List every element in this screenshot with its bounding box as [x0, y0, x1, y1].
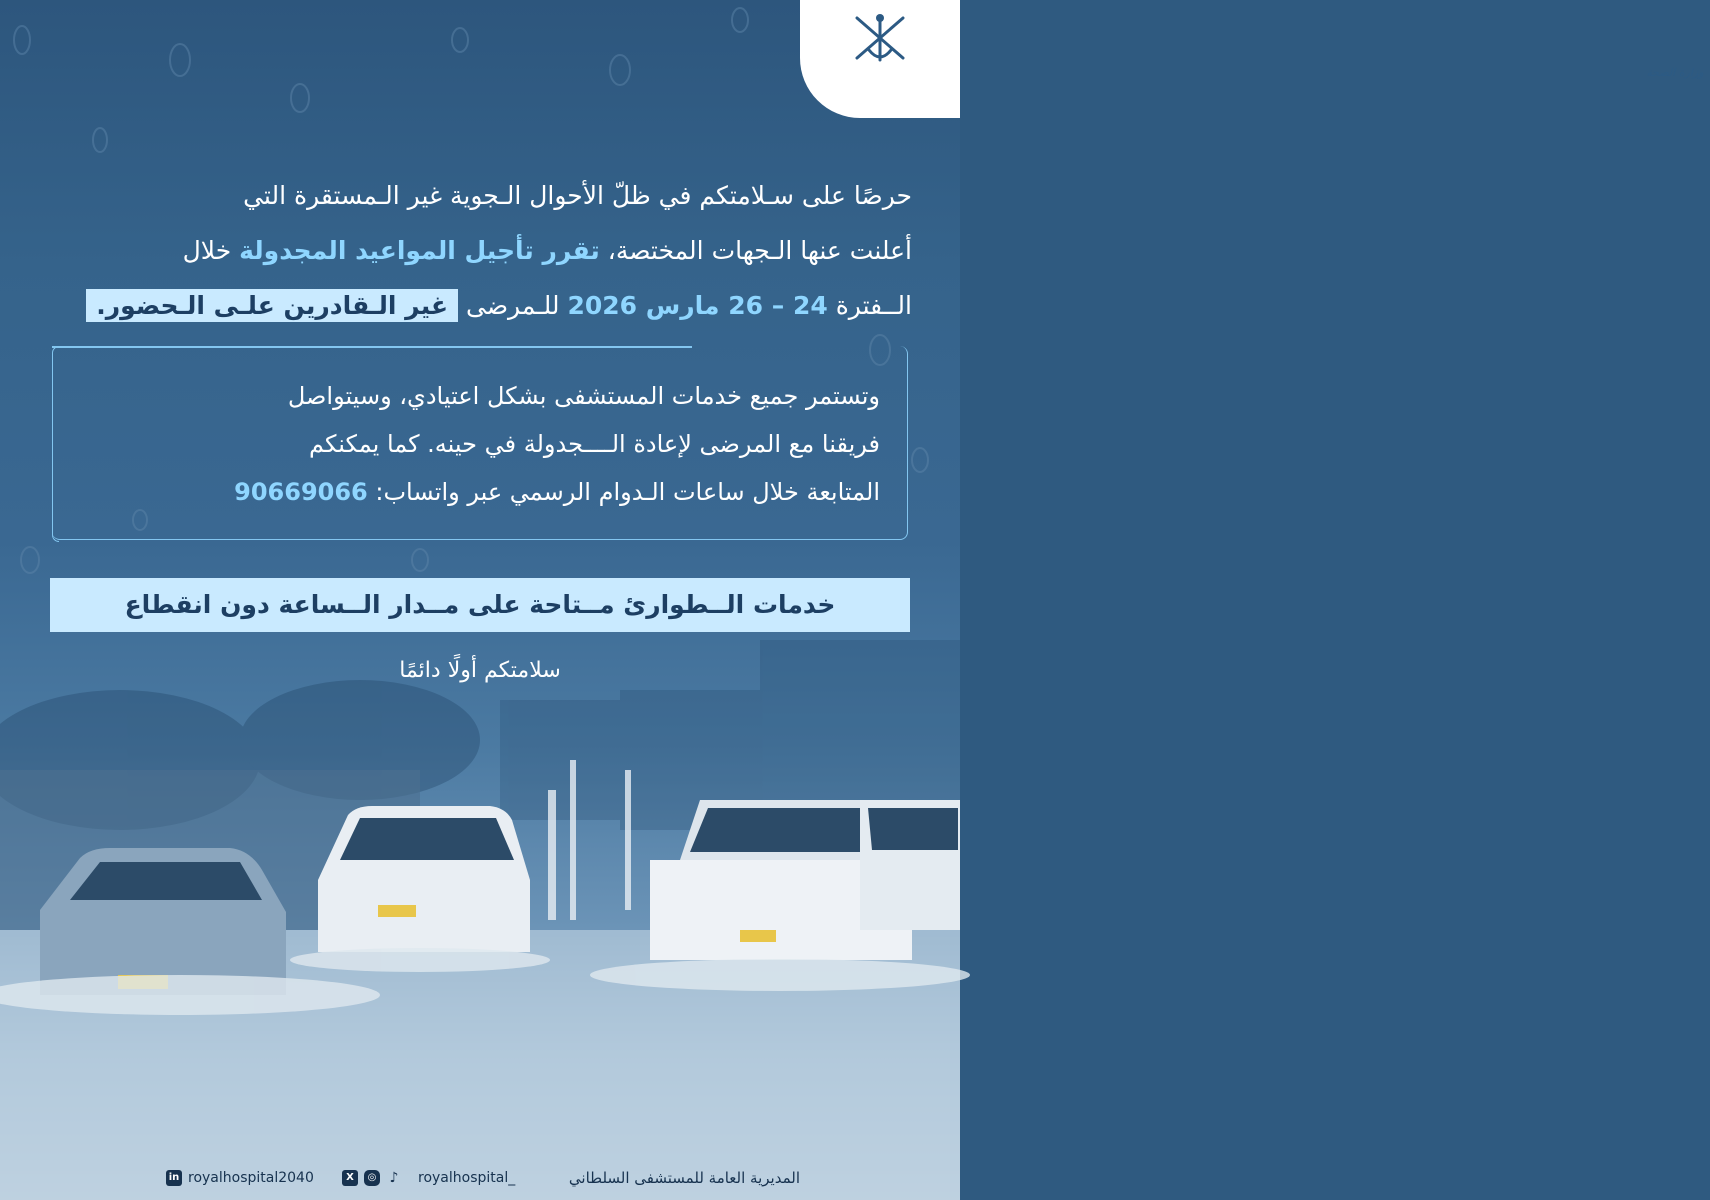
- notice-paragraph: [80, 372, 880, 516]
- notice-line-3: [80, 468, 880, 516]
- intro-line-2-start: أعلنت عنها الـجهات المختصة،: [599, 236, 912, 265]
- unable-to-attend-highlight: غير الـقادرين علـى الـحضور.: [86, 289, 458, 322]
- intro-line-1: حرصًا على سـلامتكم في ظلّ الأحوال الـجوية غير الـمستقرة التي: [243, 181, 912, 210]
- x-icon[interactable]: X: [342, 1170, 358, 1186]
- linkedin-icon[interactable]: in: [166, 1170, 182, 1186]
- intro-line-2: [32, 223, 912, 278]
- intro-line-2-end: خلال: [182, 236, 240, 265]
- footer-organization: المديرية العامة للمستشفى السلطاني: [568, 1169, 800, 1187]
- notice-line-3-text: المتابعة خلال ساعات الـدوام الرسمي عبر واتساب:: [367, 478, 880, 506]
- slogan: سلامتكم أولًا دائمًا: [399, 658, 561, 683]
- logo-badge: [800, 0, 1704, 118]
- notice-line-2: فريقنا مع المرضى لإعادة الــــجدولة في حينه. كما يمكنكم: [309, 430, 880, 458]
- emergency-banner: خدمات الــطوارئ مــتاحة على مــدار الــساعة دون انقطاع: [50, 578, 910, 632]
- footer: [0, 1160, 960, 1200]
- intro-line-3: [32, 278, 912, 333]
- linkedin-handle[interactable]: royalhospital2040: [188, 1170, 314, 1186]
- logo-wordmark: وزارة الصحة: [1646, 66, 1704, 79]
- instagram-icon[interactable]: ◎: [364, 1170, 380, 1186]
- postponement-highlight: تقرر تأجيل المواعيد المجدولة: [239, 236, 600, 265]
- date-range: 24 – 26 مارس 2026: [567, 291, 828, 320]
- oman-emblem-icon: [845, 10, 915, 66]
- social-handle[interactable]: royalhospital_: [418, 1170, 516, 1186]
- notice-line-1: وتستمر جميع خدمات المستشفى بشكل اعتيادي، وسيتواصل: [287, 382, 880, 410]
- intro-line-3-start: الــفترة: [827, 291, 912, 320]
- whatsapp-number[interactable]: 90669066: [234, 478, 368, 506]
- tiktok-icon[interactable]: ♪: [389, 1170, 399, 1186]
- intro-line-3-mid: للـمرضى: [458, 291, 568, 320]
- intro-paragraph: [32, 168, 912, 333]
